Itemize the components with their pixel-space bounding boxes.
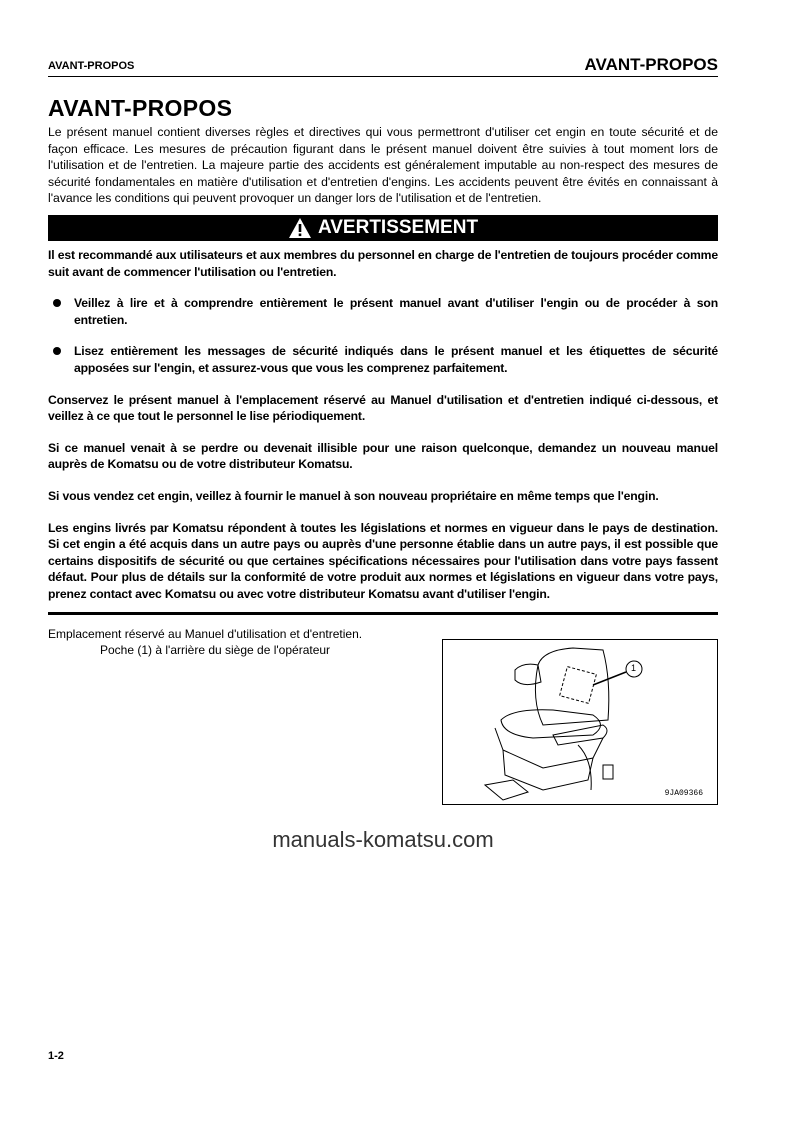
- paragraph: Conservez le présent manuel à l'emplacement réservé au Manuel d'utilisation et d'entretien indiqué ci-dessous, et veillez à ce que tout le personnel le lise périodiquement.: [48, 392, 718, 424]
- bullet-text: Lisez entièrement les messages de sécurité indiqués dans le présent manuel et les étiquettes de sécurité apposées sur l'engin, et assurez-vous que vous les comprenez parfaitement.: [74, 344, 718, 375]
- page-number: 1-2: [48, 1050, 64, 1062]
- paragraph: Les engins livrés par Komatsu répondent à toutes les législations et normes en vigueur dans le pays de destination. Si cet engin a été acquis dans un autre pays ou auprès d'une personne établie dans un autre pays, il est possible que certains dispositifs de sécurité ou que certaines spécifications nécessaires pour l'utilisation dans votre pays fassent défaut. Pour plus de détails sur la conformité de votre produit aux normes et législations en vigueur dans votre pays, prenez contact avec Komatsu ou avec votre distributeur Komatsu avant d'utiliser l'engin.: [48, 520, 718, 601]
- caption-line-2: Poche (1) à l'arrière du siège de l'opérateur: [100, 643, 331, 658]
- running-header-right: AVANT-PROPOS: [584, 55, 718, 74]
- seat-figure: [442, 639, 718, 805]
- running-header-left: AVANT-PROPOS: [48, 60, 135, 72]
- bullet-item: [48, 295, 718, 328]
- header-rule: [48, 76, 718, 77]
- operator-seat-illustration: [443, 640, 717, 804]
- warning-triangle-icon: [288, 217, 312, 239]
- warning-intro: Il est recommandé aux utilisateurs et aux membres du personnel en charge de l'entretien de toujours procéder comme suit avant de commencer l'utilisation ou l'entretien.: [48, 247, 718, 279]
- page-content: [48, 94, 718, 853]
- caption-line-1: Emplacement réservé au Manuel d'utilisation et d'entretien.: [48, 627, 363, 642]
- warning-label: AVERTISSEMENT: [317, 216, 479, 238]
- paragraph: Si ce manuel venait à se perdre ou devenait illisible pour une raison quelconque, demandez un nouveau manuel auprès de Komatsu ou de votre distributeur Komatsu.: [48, 440, 718, 472]
- bullet-icon: [53, 299, 61, 307]
- page-title: AVANT-PROPOS: [48, 95, 233, 121]
- watermark: manuals-komatsu.com: [272, 827, 494, 853]
- warning-banner: [48, 215, 718, 241]
- intro-paragraph: Le présent manuel contient diverses règles et directives qui vous permettront d'utiliser cet engin en toute sécurité et de façon efficace. Les mesures de précaution figurant dans le présent manuel doivent être suivies à tout moment lors de l'utilisation et de l'entretien. La majeure partie des accidents est généralement imputable au non-respect des mesures de sécurité fondamentales en matière d'utilisation et d'entretien d'engins. Les accidents peuvent être évités en connaissant à l'avance les conditions qui peuvent provoquer un danger lors de l'utilisation et de l'entretien.: [48, 125, 718, 206]
- bullet-icon: [53, 347, 61, 355]
- figure-section: [48, 615, 718, 811]
- bullet-item: [48, 343, 718, 376]
- bullet-text: Veillez à lire et à comprendre entièrement le présent manuel avant d'utiliser l'engin ou de procéder à son entretien.: [74, 296, 718, 327]
- callout-number: 1: [631, 663, 637, 674]
- figure-id: 9JA09366: [664, 789, 703, 799]
- paragraph: Si vous vendez cet engin, veillez à fournir le manuel à son nouveau propriétaire en même temps que l'engin.: [48, 488, 659, 503]
